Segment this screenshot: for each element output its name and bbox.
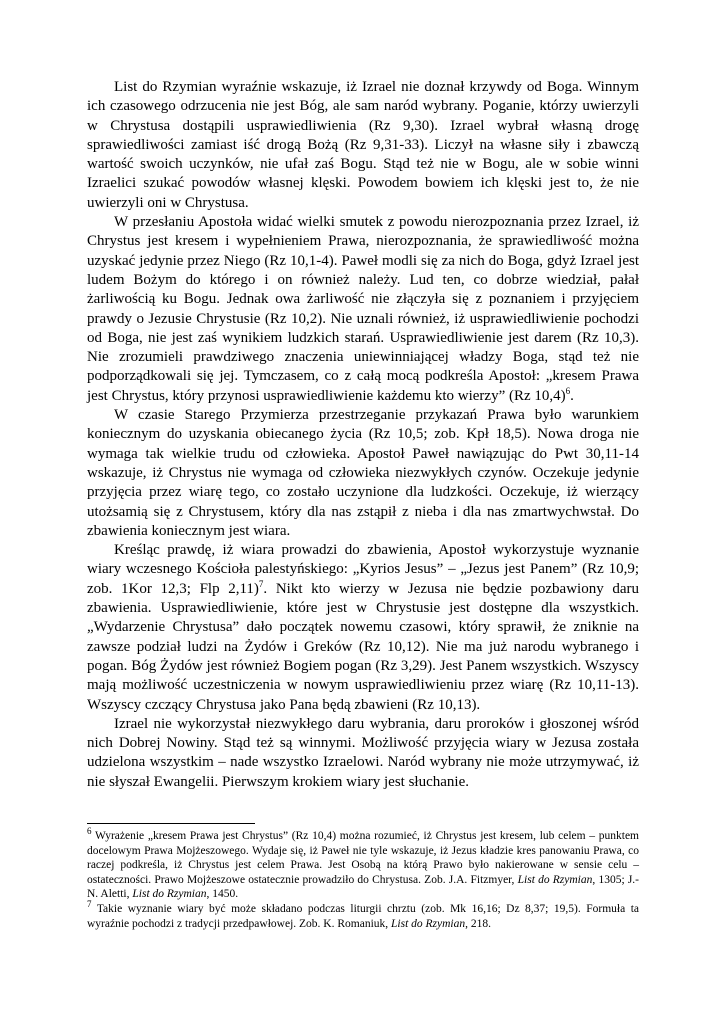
footnote-ref[interactable]: 7 (258, 578, 264, 589)
footnote-divider (87, 823, 255, 824)
footnotes (87, 826, 640, 931)
paragraph: List do Rzymian wyraźnie wskazuje, iż Izrael nie doznał krzywdy od Boga. Winnym ich czasowego odrzucenia nie jest Bóg, ale sam naród wybrany. Poganie, którzy uwierzyli w Chrystusa dostąpili usprawiedliwienia (Rz 9,30). Izrael wybrał własną drogę sprawiedliwości zamiast iść drogą Bożą (Rz 9,31-33). Liczył na własne siły i zbawczą wartość swoich uczynków, nie ufał zaś Bogu. Stąd też nie w Bogu, ale w sobie winni Izraelici szukać powodów własnej klęski. Powodem bowiem ich klęski jest to, że nie uwierzyli oni w Chrystusa. (87, 79, 639, 211)
footnote-title: List do Rzymian (391, 917, 466, 930)
paragraph: W przesłaniu Apostoła widać wielki smutek z powodu nierozpoznania przez Izrael, iż Chrystus jest kresem i wypełnieniem Prawa, nierozpoznania, że sprawiedliwość można uzyskać jedynie przez Niego (Rz 10,1-4). Paweł modli się za nich do Boga, gdyż Izrael jest ludem Bożym do którego i on również należy. Lud ten, co dobrze wiedział, pałał żarliwością ku Bogu. Jednak owa żarliwość nie złączyła się z poznaniem i przyjęciem prawdy o Jezusie Chrystusie (Rz 10,2). Nie uznali również, iż usprawiedliwienie pochodzi od Boga, nie jest zaś wynikiem ludzkich starań. Usprawiedliwienie jest darem (Rz 10,3). Nie zrozumieli prawdziwego znaczenia uniewinniającej władzy Boga, stąd też nie podporządkowali się jej. Tymczasem, co z całą mocą podkreśla Apostoł: „kresem Prawa jest Chrystus, który przynosi usprawiedliwienie każdemu kto wierzy” (Rz 10,4)$^6$. (87, 214, 639, 404)
body-text (87, 78, 639, 792)
footnote-title: List do Rzymian (517, 873, 593, 886)
footnote: $^6$ Wyrażenie „kresem Prawa jest Chrystus” (Rz 10,4) można rozumieć, iż Chrystus jest kresem, lub celem – punktem docelowym Prawa Mojżeszowego. Wydaje się, iż Paweł nie tyle wskazuje, iż Jezus kładzie kres panowaniu Prawa, co raczej podkreśla, iż Chrystus jest celem Prawa. Jest Osobą na którą Prawo było nakierowane w sensie celu – ostateczności. Prawo Mojżeszowe ostatecznie prowadziło do Chrystusa. Zob. J.A. Fitzmyer, List do Rzymian, 1305; J.-N. Aletti, List do Rzymian, 1450. (87, 826, 640, 901)
footnote-ref[interactable]: 6 (565, 385, 571, 396)
footnote-number: 7 (87, 899, 92, 910)
paragraph: Kreśląc prawdę, iż wiara prowadzi do zbawienia, Apostoł wykorzystuje wyznanie wiary wczesnego Kościoła palestyńskiego: „Kyrios Jesus” – „Jezus jest Panem” (Rz 10,9; zob. 1Kor 12,3; Flp 2,11)$^7$. Nikt kto wierzy w Jezusa nie będzie pozbawiony daru zbawienia. Usprawiedliwienie, które jest w Chrystusie jest dostępne dla wszystkich. „Wydarzenie Chrystusa” dało początek nowemu czasowi, który sprawił, że zniknie na zawsze podział ludzi na Żydów i Greków (Rz 10,12). Nie ma już narodu wybranego i pogan. Bóg Żydów jest również Bogiem pogan (Rz 3,29). Jest Panem wszystkich. Wszyscy mają możliwość uczestniczenia w nowym usprawiedliwieniu przez wiarę (Rz 10,11-13). Wszyscy czczący Chrystusa jako Pana będą zbawieni (Rz 10,13). (87, 542, 639, 713)
paragraph: Izrael nie wykorzystał niezwykłego daru wybrania, daru proroków i głoszonej wśród nich Dobrej Nowiny. Stąd też są winnymi. Możliwość przyjęcia wiary w Jezusa została udzielona wszystkim – nade wszystko Izraelowi. Naród wybrany nie może utrzymywać, iż nie słyszał Ewangelii. Pierwszym krokiem wiary jest słuchanie. (87, 715, 639, 790)
paragraph: W czasie Starego Przymierza przestrzeganie przykazań Prawa było warunkiem koniecznym do uzyskania obiecanego życia (Rz 10,5; zob. Kpł 18,5). Nowa droga nie wymaga tak wielkie trudu od człowieka. Apostoł Paweł nawiązując do Pwt 30,11-14 wskazuje, iż Chrystus nie wymaga od człowieka niezwykłych czynów. Oczekuje jedynie przyjęcia przez wiarę tego, co zostało uczynione dla ludzkości. Oczekuje, iż wierzący utożsamią się z Chrystusem, który dla nas zstąpił z nieba i dla nas zmartwychwstał. Do zbawienia koniecznym jest wiara. (87, 407, 639, 539)
footnote-title: List do Rzymian (132, 888, 207, 901)
footnote-number: 6 (87, 826, 92, 837)
footnote: $^7$ Takie wyznanie wiary być może składano podczas liturgii chrztu (zob. Mk 16,16; Dz 8,37; 19,5). Formuła ta wyraźnie pochodzi z tradycji przedpawłowej. Zob. K. Romaniuk, List do Rzymian, 218. (87, 899, 640, 930)
